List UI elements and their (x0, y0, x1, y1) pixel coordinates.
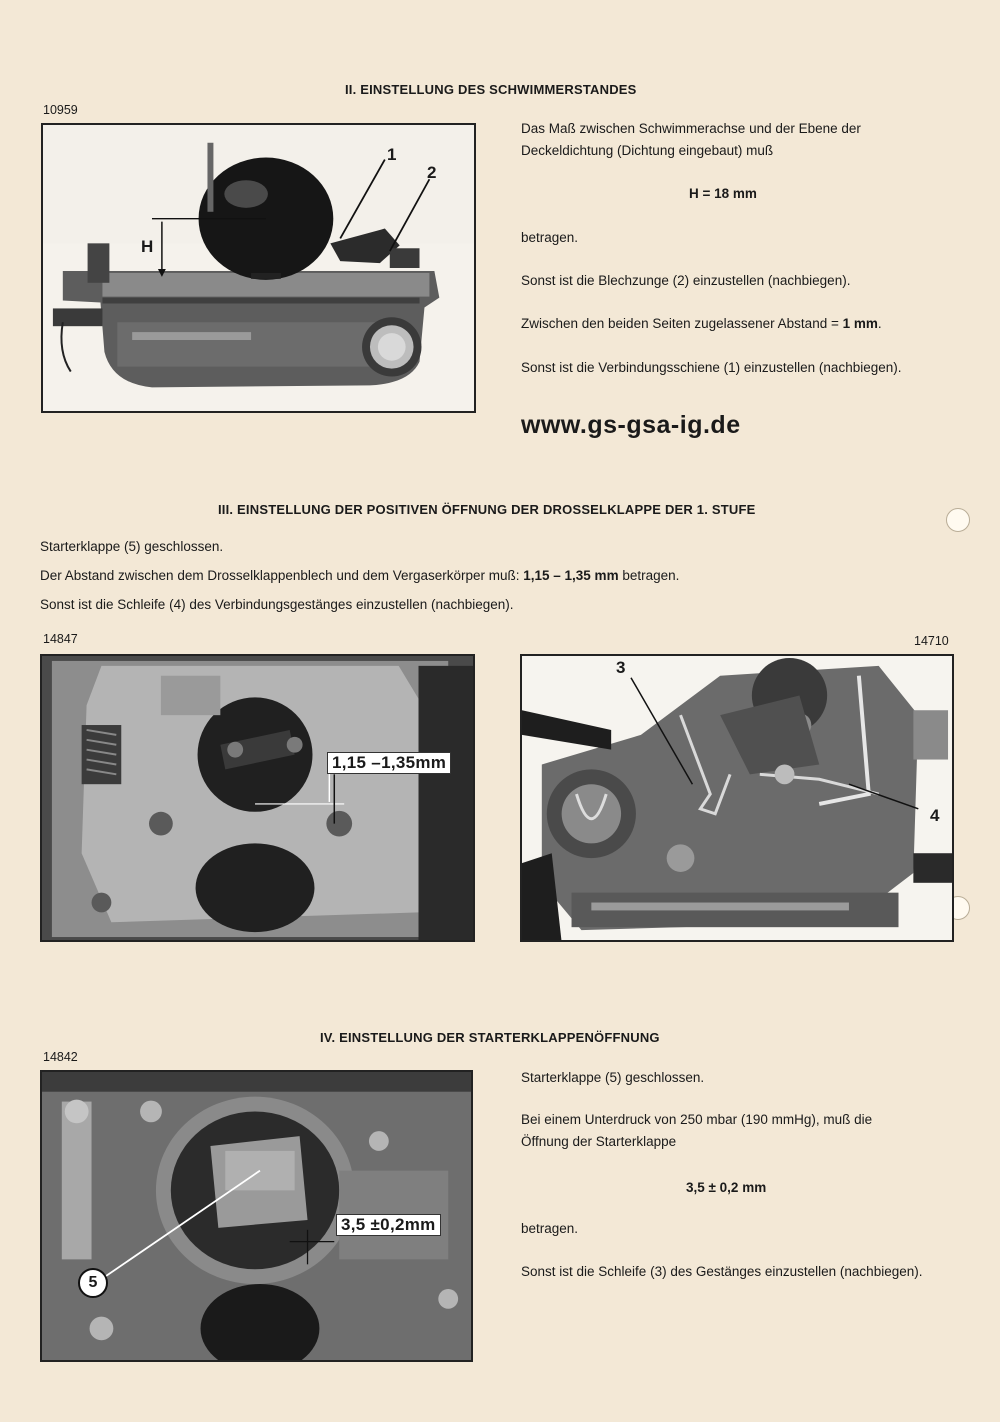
section2-para4-suffix: . (877, 316, 882, 331)
figure-number-14847: 14847 (43, 632, 78, 646)
figure-number-10959: 10959 (43, 103, 78, 117)
figure-number-14842: 14842 (43, 1050, 78, 1064)
section4-para3: betragen. (521, 1221, 579, 1236)
section2-formula: H = 18 mm (689, 186, 757, 201)
float-level-photo (41, 123, 476, 413)
linkage-illustration (522, 656, 952, 940)
section2-para1-line2: Deckeldichtung (Dichtung eingebaut) muß (521, 143, 774, 158)
section2-para5: Sonst ist die Verbindungsschiene (1) einzustellen (nachbiegen). (521, 360, 902, 375)
section2-heading: II. EINSTELLUNG DES SCHWIMMERSTANDES (345, 82, 637, 97)
section4-formula: 3,5 ± 0,2 mm (686, 1180, 767, 1195)
linkage-photo (520, 654, 954, 942)
choke-gap-photo (40, 1070, 473, 1362)
photo-label-2: 2 (427, 163, 437, 182)
photo-label-h: H (141, 237, 154, 256)
section3-line2-suffix: betragen. (618, 568, 680, 583)
section4-para2-line2: Öffnung der Starterklappe (521, 1134, 677, 1149)
section3-heading: III. EINSTELLUNG DER POSITIVEN ÖFFNUNG DER DROSSELKLAPPE DER 1. STUFE (218, 502, 756, 517)
throttle-gap-illustration (42, 656, 473, 940)
linkage-label-3: 3 (616, 658, 626, 677)
section3-line2-prefix: Der Abstand zwischen dem Drosselklappenblech und dem Vergaserkörper muß: (40, 568, 524, 583)
section3-line2-value: 1,15 – 1,35 mm (523, 568, 619, 583)
punch-hole-top (946, 508, 970, 532)
section4-heading: IV. EINSTELLUNG DER STARTERKLAPPENÖFFNUNG (320, 1030, 660, 1045)
section2-para4-prefix: Zwischen den beiden Seiten zugelassener Abstand = (521, 316, 843, 331)
figure-number-14710: 14710 (914, 634, 949, 648)
photo-label-1: 1 (387, 145, 397, 164)
section4-para4: Sonst ist die Schleife (3) des Gestänges einzustellen (nachbiegen). (521, 1264, 923, 1279)
float-level-illustration (43, 125, 474, 411)
section2-para2: betragen. (521, 230, 579, 245)
linkage-label-4: 4 (930, 806, 940, 825)
choke-label-5: 5 (78, 1268, 108, 1298)
section2-para4 (521, 313, 882, 335)
website-link[interactable]: www.gs-gsa-ig.de (521, 411, 741, 439)
section2-para1-line1: Das Maß zwischen Schwimmerachse und der Ebene der (521, 121, 861, 136)
section2-para4-value: 1 mm (842, 316, 878, 331)
choke-gap-callout: 3,5 ±0,2mm (336, 1214, 441, 1236)
section3-line2 (40, 565, 679, 587)
throttle-gap-photo (40, 654, 475, 942)
section3-line3: Sonst ist die Schleife (4) des Verbindungsgestänges einzustellen (nachbiegen). (40, 597, 514, 612)
section3-line1: Starterklappe (5) geschlossen. (40, 539, 224, 554)
section2-para3: Sonst ist die Blechzunge (2) einzustellen (nachbiegen). (521, 273, 851, 288)
section4-para2-line1: Bei einem Unterdruck von 250 mbar (190 mmHg), muß die (521, 1112, 873, 1127)
section4-para1: Starterklappe (5) geschlossen. (521, 1070, 705, 1085)
throttle-gap-callout: 1,15 –1,35mm (327, 752, 451, 774)
